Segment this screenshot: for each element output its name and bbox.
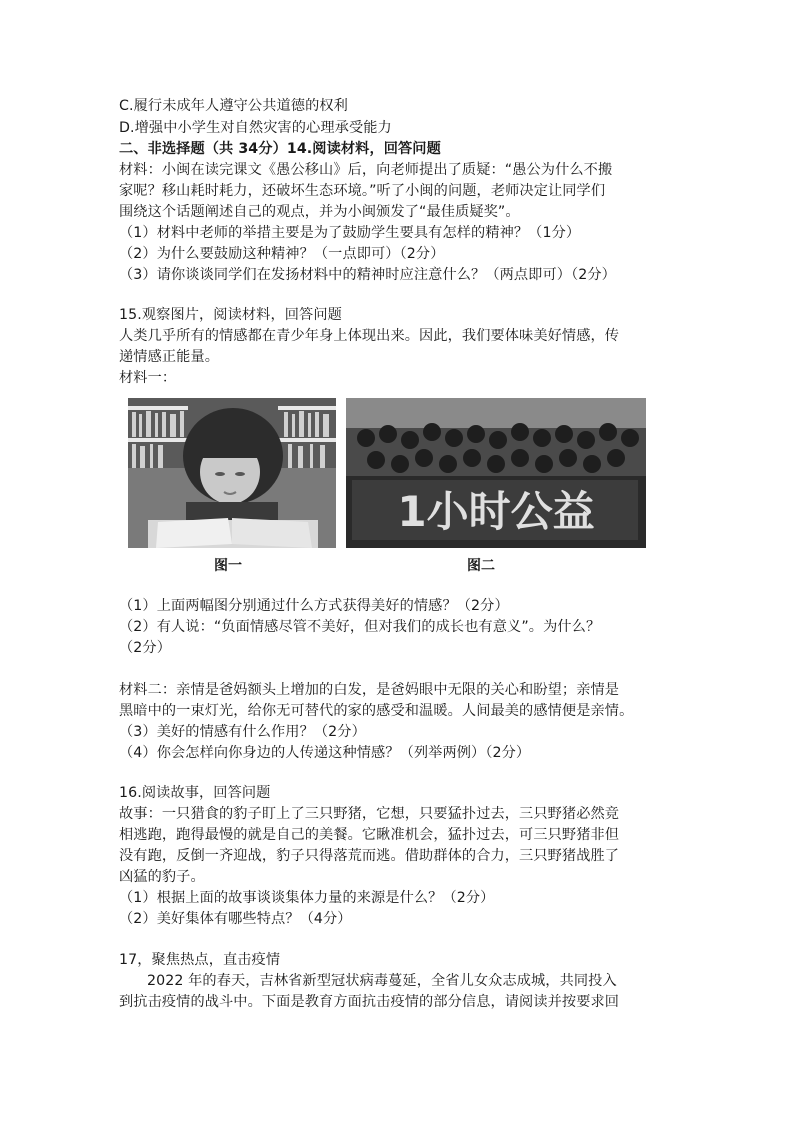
q15-sub-4: （4）你会怎样向你身边的人传递这种情感？（列举两例）（2分） — [119, 745, 531, 761]
material-two-line-2: 黑暗中的一束灯光，给你无可替代的家的感受和温暖。人间最美的感情便是亲情。 — [119, 703, 634, 719]
q16-story-line-3: 没有跑，反倒一齐迎战，豹子只得落荒而逃。借助群体的合力，三只野猪战胜了 — [119, 848, 620, 864]
q15-sub-3: （3）美好的情感有什么作用？（2分） — [119, 724, 366, 740]
q16-sub-2: （2）美好集体有哪些特点？（4分） — [119, 911, 352, 927]
q17-intro-line-1: 2022 年的春天，吉林省新型冠状病毒蔓延，全省儿女众志成城，共同投入 — [147, 973, 617, 989]
q15-sub-1: （1）上面两幅图分别通过什么方式获得美好的情感？（2分） — [119, 598, 509, 614]
q15-intro-line-2: 递情感正能量。 — [119, 349, 220, 365]
q17-title: 17，聚焦热点，直击疫情 — [119, 952, 281, 968]
option-d: D.增强中小学生对自然灾害的心理承受能力 — [119, 120, 392, 136]
q14-sub-2: （2）为什么要鼓励这种精神？（一点即可）（2分） — [119, 246, 445, 262]
q16-title: 16.阅读故事，回答问题 — [119, 785, 271, 801]
q16-story-line-4: 凶猛的豹子。 — [119, 869, 205, 885]
section-heading: 二、非选择题（共 34分）14.阅读材料，回答问题 — [119, 141, 441, 157]
q16-sub-1: （1）根据上面的故事谈谈集体力量的来源是什么？（2分） — [119, 890, 495, 906]
q14-material-line-2: 家呢？移山耗时耗力，还破坏生态环境。”听了小闽的问题，老师决定让同学们 — [119, 183, 606, 199]
q15-sub-2-score: （2分） — [119, 640, 171, 656]
q14-sub-3: （3）请你谈谈同学们在发扬材料中的精神时应注意什么？（两点即可）（2分） — [119, 267, 616, 283]
q15-intro-line-1: 人类几乎所有的情感都在青少年身上体现出来。因此，我们要体味美好情感，传 — [119, 328, 620, 344]
figure-2-photo — [346, 398, 646, 548]
q14-material-line-3: 围绕这个话题阐述自己的观点，并为小闽颁发了“最佳质疑奖”。 — [119, 204, 520, 220]
q15-title: 15.观察图片，阅读材料，回答问题 — [119, 307, 342, 323]
q15-sub-2: （2）有人说：“负面情感尽管不美好，但对我们的成长也有意义”。为什么？ — [119, 619, 601, 635]
figure-1-photo — [128, 398, 336, 548]
child-reading-image — [128, 398, 336, 548]
q14-sub-1: （1）材料中老师的举措主要是为了鼓励学生要具有怎样的精神？（1分） — [119, 225, 581, 241]
material-one-label: 材料一： — [119, 370, 177, 386]
q17-intro-line-2: 到抗击疫情的战斗中。下面是教育方面抗击疫情的部分信息，请阅读并按要求回 — [119, 994, 620, 1010]
q16-story-line-2: 相逃跑，跑得最慢的就是自己的美餐。它瞅准机会，猛扑过去，可三只野猪非但 — [119, 827, 620, 843]
figure-1-caption: 图一 — [214, 558, 242, 574]
material-two-line-1: 材料二：亲情是爸妈额头上增加的白发，是爸妈眼中无限的关心和盼望；亲情是 — [119, 682, 620, 698]
volunteer-banner-image — [346, 398, 646, 548]
q16-story-line-1: 故事：一只猎食的豹子盯上了三只野猪，它想，只要猛扑过去，三只野猪必然竞 — [119, 806, 620, 822]
option-c: C.履行未成年人遵守公共道德的权利 — [119, 98, 348, 114]
figure-2-caption: 图二 — [467, 558, 495, 574]
q14-material-line-1: 材料：小闽在读完课文《愚公移山》后，向老师提出了质疑：“愚公为什么不搬 — [119, 162, 613, 178]
banner-text: 1小时公益 — [397, 487, 595, 536]
